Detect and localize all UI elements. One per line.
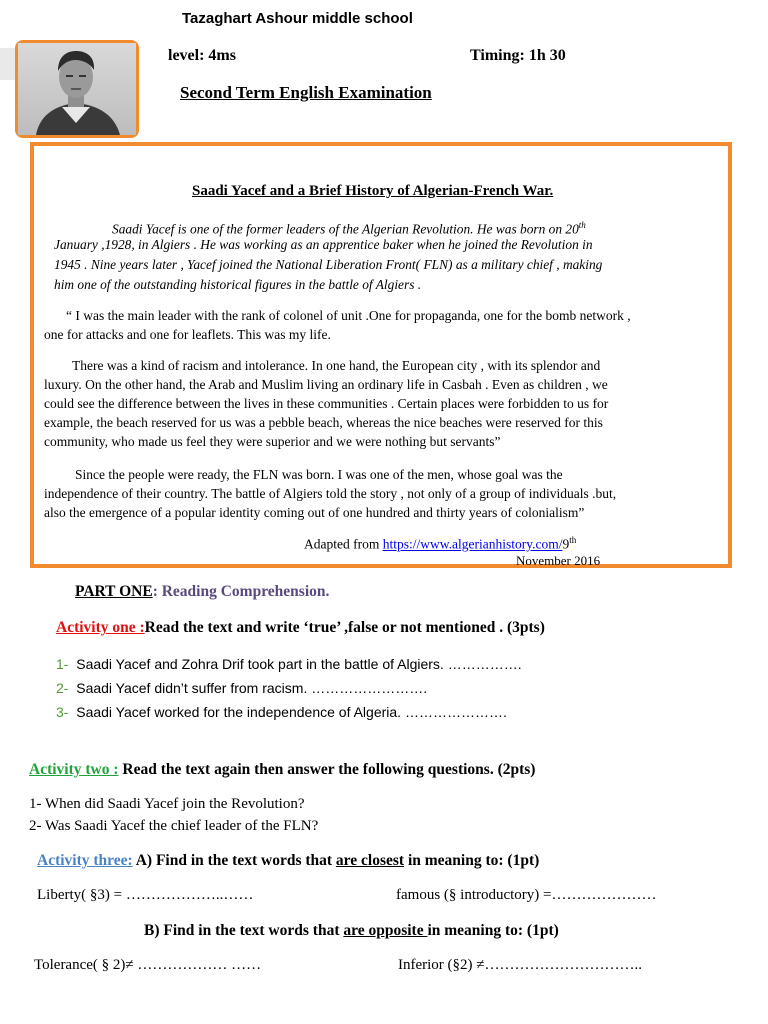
synonym-famous: famous (§ introductory) =…………………: [396, 887, 657, 903]
text-title: Saadi Yacef and a Brief History of Algerian-French War.: [192, 183, 554, 199]
para2-line-2: luxury. On the other hand, the Arab and Muslim living an ordinary life in Casbah . Even as children , we: [44, 377, 608, 392]
activity-two-heading: Activity two : Read the text again then answer the following questions. (2pts): [29, 761, 536, 778]
para3-line-3: also the emergence of a popular identity coming out of one hundred and thirty years of colonialism”: [44, 505, 585, 520]
activity-one-item-3: 3- Saadi Yacef worked for the independence of Algeria. ………………….: [56, 704, 507, 720]
exam-title: Second Term English Examination: [180, 83, 432, 102]
portrait-image-icon: [18, 43, 136, 135]
opposite-inferior: Inferior (§2) ≠…………………………..: [398, 957, 643, 973]
photo-side-tab: [0, 48, 15, 80]
activity-one-item-1: 1- Saadi Yacef and Zohra Drif took part in the battle of Algiers. …………….: [56, 656, 522, 672]
activity-three-heading: Activity three: A) Find in the text words that are closest in meaning to: (1pt): [37, 852, 540, 869]
synonym-liberty: Liberty( §3) = ………………..……: [37, 887, 254, 903]
portrait-photo: [15, 40, 139, 138]
para3-line-2: independence of their country. The battle of Algiers told the story , not only of a group of individuals .but,: [44, 486, 617, 501]
source-date-cut: November 2016: [516, 553, 601, 568]
school-name: Tazaghart Ashour middle school: [182, 10, 413, 27]
source-line: Adapted from https://www.algerianhistory.com/9th: [304, 535, 577, 552]
para3-line-1: Since the people were ready, the FLN was born. I was one of the men, whose goal was the: [75, 467, 563, 482]
para2-line-5: community, who made us feel they were superior and we were nothing but servants”: [44, 434, 501, 449]
source-link[interactable]: https://www.algerianhistory.com/: [382, 536, 563, 552]
intro-line-2: January ,1928, in Algiers . He was working as an apprentice baker when he joined the Revolution in: [54, 237, 593, 252]
para2-line-3: could see the difference between the lives in these communities . Certain places were forbidden to us for: [44, 396, 609, 411]
part-one-heading: PART ONE: Reading Comprehension.: [75, 583, 330, 600]
intro-line-3: 1945 . Nine years later , Yacef joined the National Liberation Front( FLN) as a military chief , making: [54, 257, 603, 272]
activity-three-part-b: B) Find in the text words that are opposite in meaning to: (1pt): [144, 922, 559, 939]
para2-line-1: There was a kind of racism and intolerance. In one hand, the European city , with its splendor and: [72, 358, 601, 373]
opposite-tolerance: Tolerance( § 2)≠ ……………… ……: [34, 957, 262, 973]
level-label: level: 4ms: [168, 47, 236, 64]
intro-line-4: him one of the outstanding historical figures in the battle of Algiers .: [54, 277, 422, 292]
para1-line-2: one for attacks and one for leaflets. This was my life.: [44, 327, 331, 342]
question-1: 1- When did Saadi Yacef join the Revolution?: [29, 796, 305, 812]
timing-label: Timing: 1h 30: [470, 47, 566, 64]
intro-line-1: Saadi Yacef is one of the former leaders of the Algerian Revolution. He was born on 20th: [112, 220, 586, 237]
question-2: 2- Was Saadi Yacef the chief leader of the FLN?: [29, 818, 319, 834]
activity-one-heading: Activity one :Read the text and write ‘true’ ,false or not mentioned . (3pts): [56, 619, 545, 636]
para2-line-4: example, the beach reserved for us was a pebble beach, whereas the nice beaches were reserved for this: [44, 415, 603, 430]
activity-one-item-2: 2- Saadi Yacef didn’t suffer from racism. …………………….: [56, 680, 428, 696]
para1-line-1: “ I was the main leader with the rank of colonel of unit .One for propaganda, one for the bomb network ,: [66, 308, 631, 323]
